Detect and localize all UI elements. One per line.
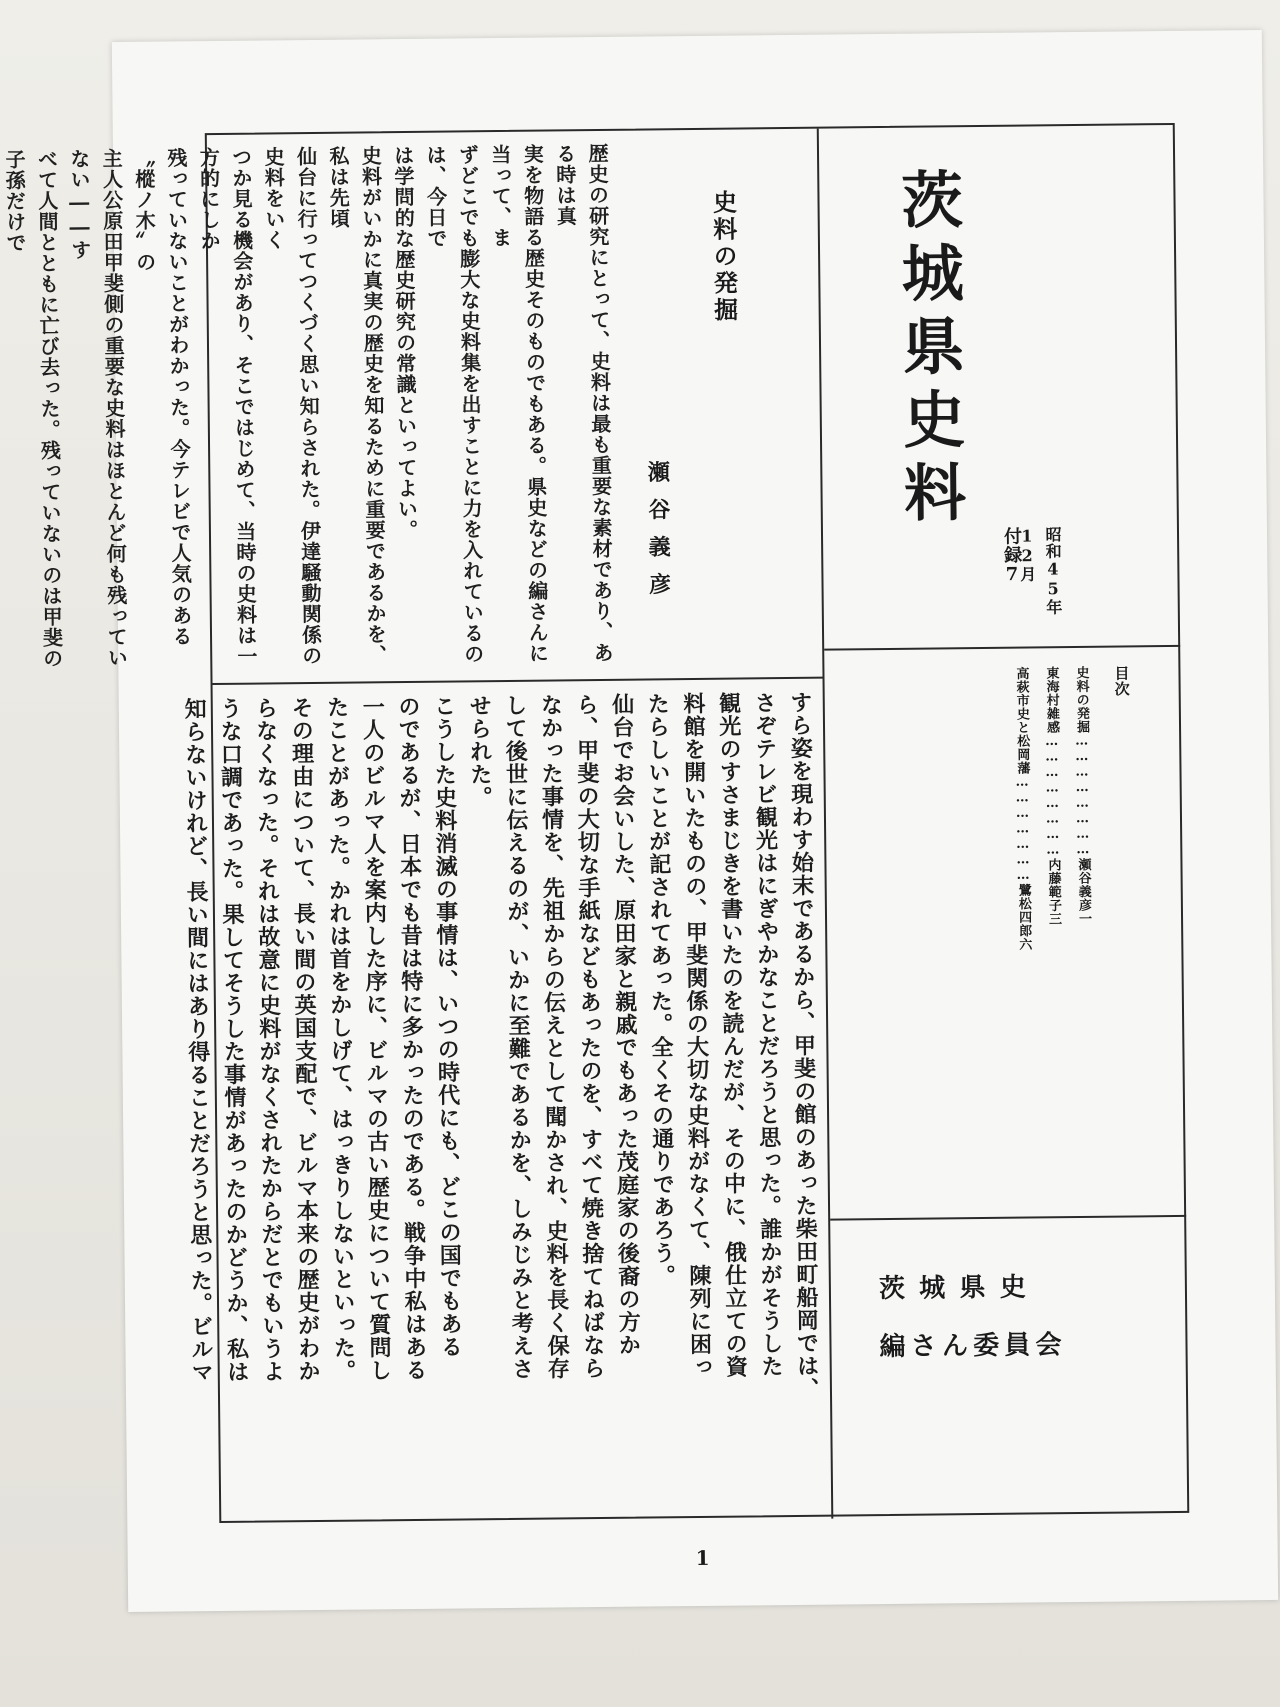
- content-frame: [1, 123, 1190, 1523]
- toc-leader: …………………: [1014, 774, 1031, 884]
- paragraph-line: 歴史の研究にとって、史料は最も重要な素材であり、ある時は真: [552, 142, 615, 664]
- paragraph-line: 残っていないことがわかった。今テレビで人気のある〝樅ノ木〟の: [131, 147, 194, 647]
- paragraph-line: たことがあった。かれは首をかしげて、はっきりしないといった。: [323, 695, 357, 1383]
- issue-date: 昭和45年12月: [1017, 526, 1063, 616]
- publisher-line2: 編さん委員会: [879, 1330, 1067, 1363]
- essay-author: 瀬谷義彦: [644, 460, 672, 611]
- paragraph-line: つか見る機会があり、そこではじめて、当時の史料は一方的にしか: [196, 146, 259, 667]
- toc-heading: 目次: [1112, 665, 1131, 697]
- toc-leader: ……………………: [1044, 733, 1061, 859]
- toc-entry-title: 高萩市史と松岡藩: [1013, 666, 1030, 775]
- paragraph-line: 仙台でお会いした、原田家と親戚でもあった茂庭家の後裔の方か: [608, 692, 642, 1357]
- paragraph-line: ずどこでも膨大な史料集を出すことに力を入れているのは、今日で: [422, 144, 485, 665]
- paragraph-line: ら、甲斐の大切な手紙などもあったのを、すべて焼き捨てねばなら: [572, 692, 607, 1380]
- essay-title: 史料の発掘: [708, 189, 739, 325]
- toc-entry-page: 一: [1075, 911, 1092, 926]
- document-page: [1, 30, 1278, 1612]
- toc-list: [832, 666, 1118, 1209]
- toc-entry[interactable]: [1012, 666, 1039, 1186]
- toc-entry-author: 内藤範子: [1045, 857, 1061, 913]
- paragraph-line: は学問的な歴史研究の常識といってよい。: [390, 144, 419, 541]
- toc-box-divider: [830, 1215, 1186, 1221]
- toc-entry-page: 六: [1016, 937, 1032, 952]
- paragraph-line: すら姿を現わす始末であるから、甲斐の館のあった柴田町船岡では、: [786, 690, 821, 1401]
- paragraph-line: 料館を開いたものの、甲斐関係の大切な史料がなくて、陳列に困っ: [679, 691, 713, 1379]
- publisher-line1: 茨城県史: [878, 1272, 1041, 1305]
- paragraph-line: うな口調であった。果してそうした事情があったのかどうか、私は: [216, 696, 250, 1384]
- paragraph-line: 仙台に行ってつくづく思い知らされた。伊達騒動関係の史料をいく: [261, 145, 323, 667]
- paragraph-line: のであるが、日本でも昔は特に多かったのである。戦争中私はある: [394, 694, 428, 1382]
- paragraph-line: べて人間とともに亡び去った。残っていないのは甲斐の子孫だけで: [1, 148, 64, 669]
- toc-entry-title: 東海村雑感: [1043, 666, 1060, 734]
- toc-entry-page: 三: [1045, 912, 1062, 926]
- essay-divider: [213, 677, 823, 685]
- toc-leader: ……………………: [1074, 733, 1091, 858]
- essay-top-text: [1, 142, 618, 673]
- paragraph-line: 一人のビルマ人を案内した序に、ビルマの古い歴史について質問し: [359, 695, 393, 1382]
- toc-entry[interactable]: [1072, 666, 1099, 1186]
- paragraph-line: なかった事情を、先祖からの伝えとして聞かされ、史料を長く保存: [537, 693, 571, 1381]
- paragraph-line: こうした史料消滅の事情は、いつの時代にも、どこの国でもある: [430, 694, 464, 1359]
- toc-entry-author: 鷺松四郎: [1015, 883, 1032, 938]
- supplement-label: 付録7: [1000, 526, 1023, 586]
- title-box-divider: [824, 645, 1180, 651]
- publisher-block: [858, 1245, 1170, 1448]
- paragraph-line: さぞテレビ観光はにぎやかなことだろうと思った。誰かがそうした: [751, 691, 785, 1378]
- toc-entry[interactable]: [1042, 666, 1069, 1186]
- paragraph-line: 知らないけれど、長い間にはあり得ることだろうと思った。ビルマ: [181, 697, 215, 1384]
- paragraph-line: せられた。: [466, 694, 494, 809]
- paragraph-line: その理由について、長い間の英国支配で、ビルマ本来の歴史がわか: [287, 695, 322, 1383]
- paragraph-line: 実を物語る歴史そのものでもある。県史などの編さんに当って、ま: [487, 143, 550, 664]
- page-number: 1: [695, 1545, 710, 1571]
- paragraph-line: 主人公原田甲斐側の重要な史料はほとんど何も残っていない――す: [66, 147, 129, 669]
- paragraph-line: 史料がいかに真実の歴史を知るために重要であるかを、私は先頃: [325, 145, 388, 666]
- paragraph-line: たらしいことが記されてあった。全くその通りであろう。: [644, 692, 677, 1288]
- paragraph-line: して後世に伝えるのが、いかに至難であるかを、しみじみと考えさ: [501, 693, 535, 1381]
- essay-bottom-text: [181, 690, 825, 1507]
- paragraph-line: 観光のすさまじきを書いたのを読んだが、その中に、俄仕立ての資: [715, 691, 749, 1379]
- paragraph-line: らなくなった。それは故意に史料がなくされたからだとでもいうよ: [252, 696, 286, 1383]
- journal-title: 茨城県史料: [890, 167, 967, 534]
- toc-entry-author: 瀬谷義彦: [1075, 857, 1091, 912]
- toc-entry-title: 史料の発掘: [1073, 665, 1090, 734]
